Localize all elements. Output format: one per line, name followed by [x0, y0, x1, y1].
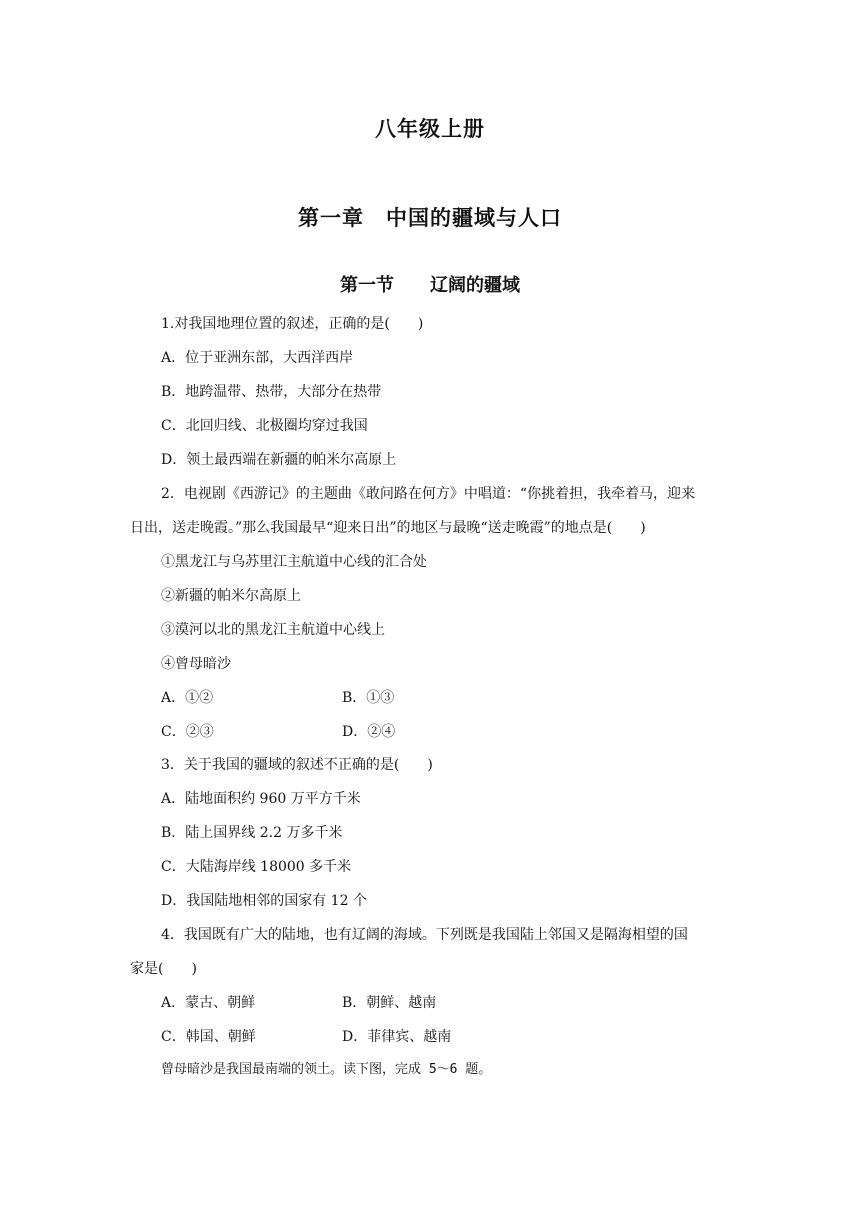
question-4-stem-line-1: 4．我国既有广大的陆地，也有辽阔的海域。下列既是我国陆上邻国又是隔海相望的国	[161, 927, 688, 943]
question-3-stem: 3．关于我国的疆域的叙述不正确的是( )	[161, 757, 433, 773]
question-4-option-c: C．韩国、朝鲜	[161, 1029, 256, 1045]
question-2-option-a: A．①②	[161, 690, 214, 706]
chapter-title: 第一章 中国的疆域与人口	[298, 206, 562, 230]
question-2-statement-2: ②新疆的帕米尔高原上	[161, 588, 301, 604]
section-title: 第一节 辽阔的疆域	[340, 275, 520, 296]
question-2-option-d: D．②④	[342, 724, 396, 740]
question-1-option-a: A．位于亚洲东部，大西洋西岸	[161, 350, 354, 366]
question-2-stem-line-2: 日出，送走晚霞。”那么我国最早“迎来日出”的地区与最晚“送走晚霞”的地点是( )	[130, 520, 646, 536]
question-2-stem-line-1: 2．电视剧《西游记》的主题曲《敢问路在何方》中唱道：“你挑着担，我牵着马，迎来	[161, 486, 696, 502]
question-3-option-a: A．陆地面积约 960 万平方千米	[161, 791, 361, 807]
question-4-option-d: D．菲律宾、越南	[342, 1029, 452, 1045]
question-4-stem-line-2: 家是( )	[130, 961, 197, 977]
question-2-statement-3: ③漠河以北的黑龙江主航道中心线上	[161, 622, 385, 638]
question-1-stem: 1.对我国地理位置的叙述，正确的是( )	[161, 316, 424, 332]
book-title: 八年级上册	[375, 117, 485, 141]
question-4-option-a: A．蒙古、朝鲜	[161, 995, 256, 1011]
question-1-option-d: D．领土最西端在新疆的帕米尔高原上	[161, 452, 397, 468]
question-2-option-b: B．①③	[342, 690, 395, 706]
question-1-option-b: B．地跨温带、热带，大部分在热带	[161, 384, 382, 400]
question-3-option-d: D．我国陆地相邻的国家有 12 个	[161, 893, 367, 909]
question-4-option-b: B．朝鲜、越南	[342, 995, 437, 1011]
question-2-option-c: C．②③	[161, 724, 214, 740]
question-3-option-b: B．陆上国界线 2.2 万多千米	[161, 825, 343, 841]
question-2-statement-4: ④曾母暗沙	[161, 656, 231, 672]
question-2-statement-1: ①黑龙江与乌苏里江主航道中心线的汇合处	[161, 554, 427, 570]
questions-5-6-intro: 曾母暗沙是我国最南端的领土。读下图，完成 5～6 题。	[161, 1062, 492, 1077]
question-1-option-c: C．北回归线、北极圈均穿过我国	[161, 418, 368, 434]
question-3-option-c: C．大陆海岸线 18000 多千米	[161, 859, 352, 875]
